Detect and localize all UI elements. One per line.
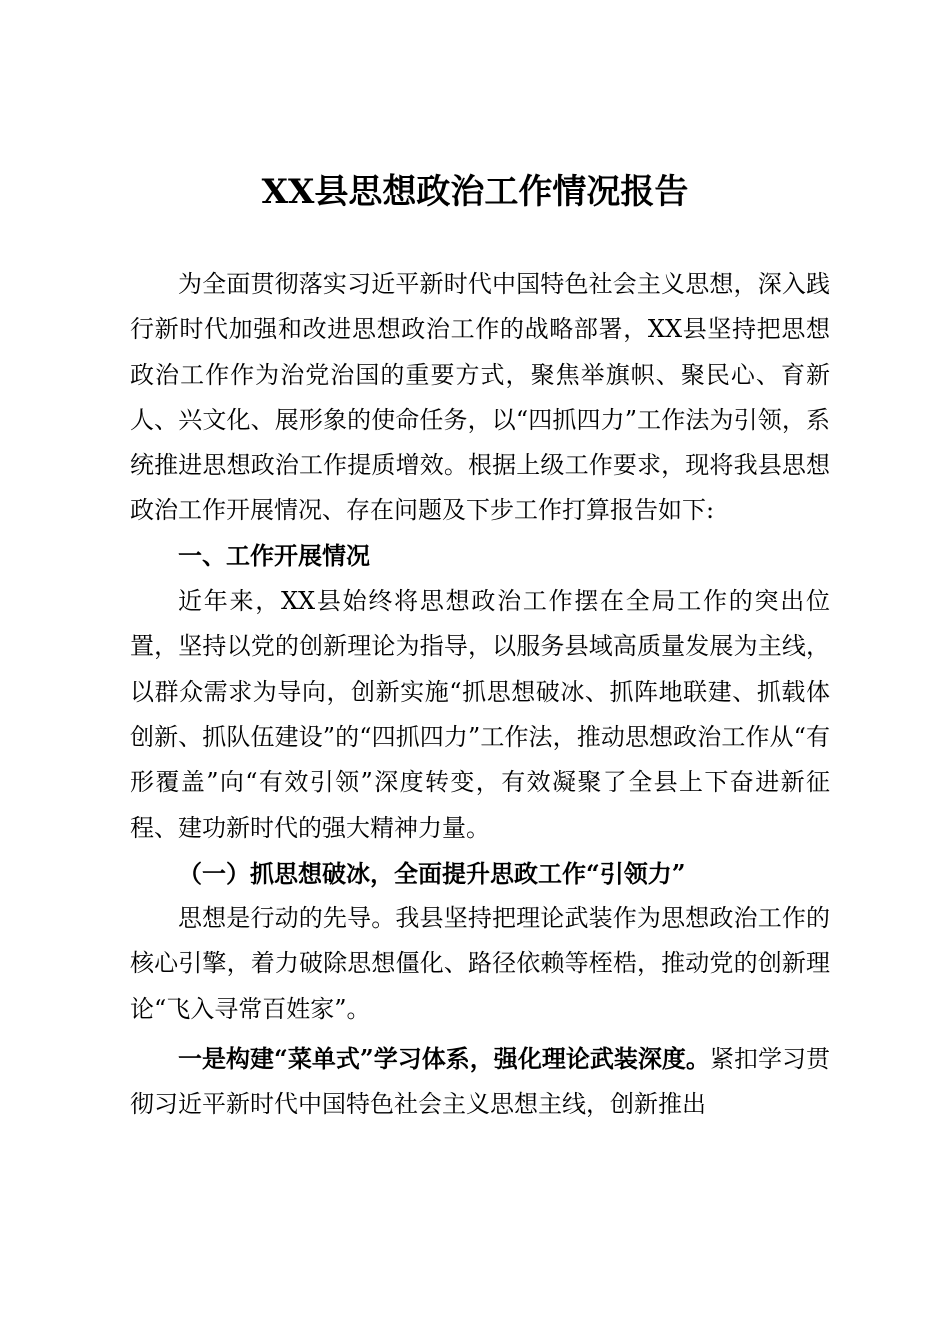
- intro-paragraph: 为全面贯彻落实习近平新时代中国特色社会主义思想，深入践行新时代加强和改进思想政治工作的战略部署，XX县坚持把思想政治工作作为治党治国的重要方式，聚焦举旗帜、聚民心、育新人、兴文化、展形象的使命任务，以“四抓四力”工作法为引领，系统推进思想政治工作提质增效。根据上级工作要求，现将我县思想政治工作开展情况、存在问题及下步工作打算报告如下:: [130, 270, 830, 525]
- document-body: [130, 262, 830, 1128]
- section-paragraph: 近年来，XX县始终将思想政治工作摆在全局工作的突出位置，坚持以党的创新理论为指导，以服务县域高质量发展为主线，以群众需求为导向，创新实施“抓思想破冰、抓阵地联建、抓载体创新、抓队伍建设”的“四抓四力”工作法，推动思想政治工作从“有形覆盖”向“有效引领”深度转变，有效凝聚了全县上下奋进新征程、建功新时代的强大精神力量。: [130, 587, 830, 842]
- point-paragraph: [130, 1036, 830, 1128]
- document-title: XX县思想政治工作情况报告: [261, 172, 689, 212]
- subsection-heading-thought-icebreaking: （一）抓思想破冰，全面提升思政工作“引领力”: [178, 858, 686, 888]
- section-heading-work-progress: 一、工作开展情况: [178, 541, 370, 570]
- point-text: 紧扣学习贯彻习近平新时代中国特色社会主义思想主线，创新推出: [130, 1045, 831, 1119]
- subsection-paragraph: 思想是行动的先导。我县坚持把理论武装作为思想政治工作的核心引擎，着力破除思想僵化、路径依赖等桎梏，推动党的创新理论“飞入寻常百姓家”。: [130, 904, 830, 1023]
- point-lead-sentence: 一是构建“菜单式”学习体系，强化理论武装深度。: [178, 1044, 710, 1074]
